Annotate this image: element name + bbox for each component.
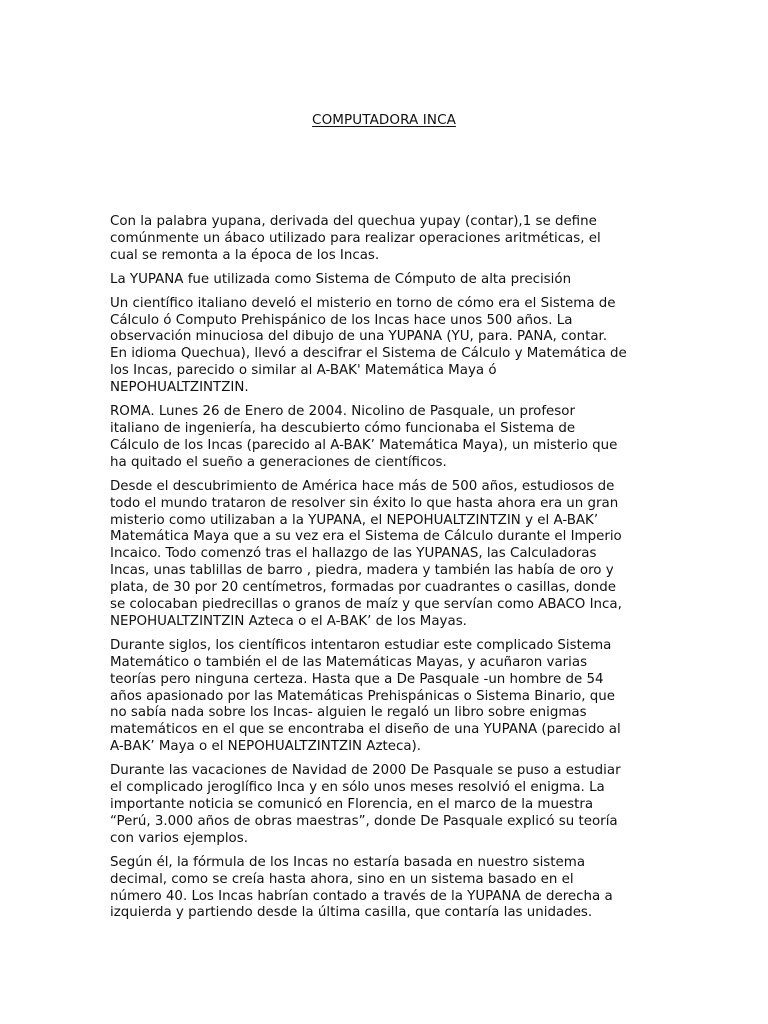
paragraph-line: NEPOHUALTZINTZIN Azteca o el A-BAK’ de los Mayas.	[110, 613, 467, 629]
paragraph-line: todo el mundo trataron de resolver sin éxito lo que hasta ahora era un gran	[110, 495, 619, 511]
paragraph-line: ROMA. Lunes 26 de Enero de 2004. Nicolino de Pasquale, un profesor	[110, 404, 575, 420]
paragraph-line: Incas, unas tablillas de barro , piedra, madera y también las había de oro y	[110, 563, 614, 579]
paragraph-line: matemáticos en el que se encontraba el diseño de una YUPANA (parecido al	[110, 722, 621, 738]
paragraph-line: con varios ejemplos.	[110, 830, 248, 846]
paragraph-line: plata, de 30 por 20 centímetros, formadas por cuadrantes o casillas, donde	[110, 580, 616, 596]
paragraph-line: importante noticia se comunicó en Florencia, en el marco de la muestra	[110, 797, 594, 812]
paragraph-line: se colocaban piedrecillas o granos de maíz y que servían como ABACO Inca,	[110, 597, 622, 613]
document-title: COMPUTADORA INCA	[312, 112, 456, 128]
document-body	[110, 214, 665, 929]
body-paragraph	[110, 214, 665, 265]
body-paragraph	[110, 638, 665, 756]
paragraph-line: cual se remonta a la época de los Incas.	[110, 247, 380, 263]
body-paragraph	[110, 296, 665, 397]
body-paragraph	[110, 404, 665, 472]
paragraph-line: Matemático o también el de las Matemáticas Mayas, y acuñaron varias	[110, 654, 588, 670]
paragraph-line: Durante las vacaciones de Navidad de 2000 De Pasquale se puso a estudiar	[110, 763, 621, 779]
paragraph-line: los Incas, parecido o similar al A-BAK' Matemática Maya ó	[110, 363, 497, 379]
body-paragraph	[110, 855, 665, 923]
paragraph-line: Desde el descubrimiento de América hace más de 500 años, estudiosos de	[110, 478, 615, 494]
paragraph-line: “Perú, 3.000 años de obras maestras”, donde De Pasquale explicó su teoría	[110, 813, 618, 829]
paragraph-line: observación minuciosa del dibujo de una YUPANA (YU, para. PANA, contar.	[110, 329, 608, 345]
paragraph-line: Con la palabra yupana, derivada del quechua yupay (contar),1 se define	[110, 214, 597, 229]
paragraph-line: En idioma Quechua), llevó a descifrar el Sistema de Cálculo y Matemática de	[110, 346, 627, 362]
paragraph-line: Incaico. Todo comenzó tras el hallazgo de las YUPANAS, las Calculadoras	[110, 546, 597, 562]
paragraph-line: no sabía nada sobre los Incas- alguien le regaló un libro sobre enigmas	[110, 705, 587, 721]
paragraph-line: NEPOHUALTZINTZIN.	[110, 380, 249, 396]
body-paragraph	[110, 763, 665, 848]
paragraph-line: La YUPANA fue utilizada como Sistema de Cómputo de alta precisión	[110, 271, 572, 287]
body-paragraph	[110, 272, 665, 289]
paragraph-line: Cálculo de los Incas (parecido al A-BAK’ Matemática Maya), un misterio que	[110, 437, 618, 453]
paragraph-line: decimal, como se creía hasta ahora, sino en un sistema basado en el	[110, 871, 574, 887]
paragraph-line: años apasionado por las Matemáticas Prehispánicas o Sistema Binario, que	[110, 688, 616, 704]
paragraph-line: número 40. Los Incas habrían contado a través de la YUPANA de derecha a	[110, 888, 613, 904]
paragraph-line: Según él, la fórmula de los Incas no estaría basada en nuestro sistema	[110, 854, 586, 870]
paragraph-line: Durante siglos, los científicos intentaron estudiar este complicado Sistema	[110, 637, 612, 653]
paragraph-line: Cálculo ó Computo Prehispánico de los Incas hace unos 500 años. La	[110, 312, 573, 328]
paragraph-line: comúnmente un ábaco utilizado para realizar operaciones aritméticas, el	[110, 230, 601, 246]
paragraph-line: teorías pero ninguna certeza. Hasta que a De Pasquale -un hombre de 54	[110, 671, 604, 687]
paragraph-line: A-BAK’ Maya o el NEPOHUALTZINTZIN Azteca).	[110, 739, 422, 755]
paragraph-line: misterio como utilizaban a la YUPANA, el NEPOHUALTZINTZIN y el A-BAK’	[110, 512, 599, 528]
paragraph-line: italiano de ingeniería, ha descubierto cómo funcionaba el Sistema de	[110, 420, 576, 436]
body-paragraph	[110, 479, 665, 631]
paragraph-line: Matemática Maya que a su vez era el Sistema de Cálculo durante el Imperio	[110, 529, 622, 545]
paragraph-line: el complicado jeroglífico Inca y en sólo unos meses resolvió el enigma. La	[110, 780, 605, 796]
paragraph-line: ha quitado el sueño a generaciones de científicos.	[110, 454, 447, 470]
paragraph-line: Un científico italiano develó el misterio en torno de cómo era el Sistema de	[110, 295, 616, 311]
paragraph-line: izquierda y partiendo desde la última casilla, que contaría las unidades.	[110, 905, 593, 921]
